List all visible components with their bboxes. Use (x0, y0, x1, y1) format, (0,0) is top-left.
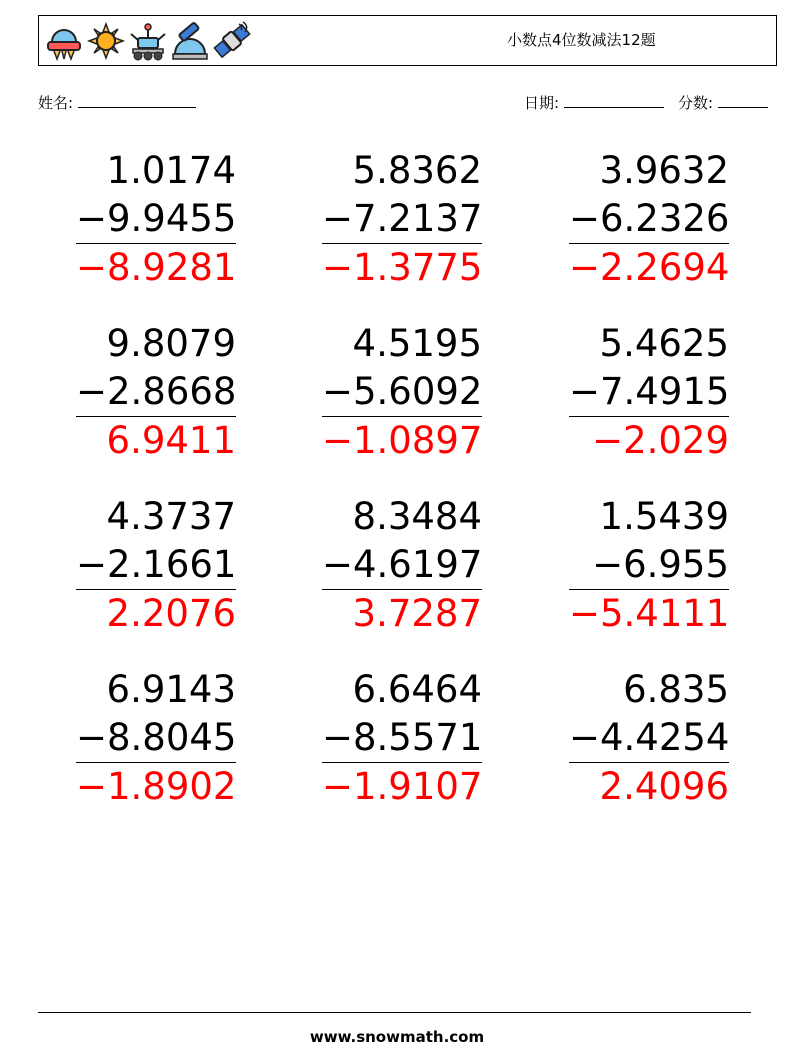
subtrahend: −4.4254 (569, 714, 729, 763)
answer: −5.4111 (569, 592, 730, 635)
score-field[interactable] (678, 92, 768, 113)
answer: −1.3775 (322, 246, 483, 289)
sun-icon (87, 20, 125, 62)
answer: −1.9107 (322, 765, 483, 808)
minuend: 4.3737 (106, 495, 236, 538)
problem-2 (322, 147, 482, 292)
subtrahend: −2.8668 (76, 368, 236, 417)
minuend: 3.9632 (599, 149, 729, 192)
problem-3 (569, 147, 729, 292)
score-blank[interactable] (718, 95, 768, 108)
minuend: 6.835 (623, 668, 729, 711)
telescope-icon (171, 20, 209, 62)
ufo-icon (45, 20, 83, 62)
answer: −2.029 (592, 419, 729, 462)
name-field[interactable] (38, 92, 196, 113)
minuend: 6.9143 (106, 668, 236, 711)
minuend: 5.4625 (599, 322, 729, 365)
problem-10 (76, 666, 236, 811)
answer: −1.8902 (76, 765, 237, 808)
answer: −1.0897 (322, 419, 483, 462)
header-icons (45, 20, 251, 64)
subtrahend: −5.6092 (322, 368, 482, 417)
minuend: 9.8079 (106, 322, 236, 365)
problem-1 (76, 147, 236, 292)
minuend: 4.5195 (352, 322, 482, 365)
name-label: 姓名: (38, 94, 74, 112)
problem-6 (569, 320, 729, 465)
subtrahend: −7.2137 (322, 195, 482, 244)
answer: 2.2076 (106, 592, 236, 635)
score-label: 分数: (678, 94, 714, 112)
minuend: 1.0174 (106, 149, 236, 192)
subtrahend: −4.6197 (322, 541, 482, 590)
rover-icon (129, 20, 167, 62)
satellite-icon (213, 20, 251, 62)
subtrahend: −6.2326 (569, 195, 729, 244)
minuend: 1.5439 (599, 495, 729, 538)
subtrahend: −7.4915 (569, 368, 729, 417)
subtrahend: −9.9455 (76, 195, 236, 244)
answer: 3.7287 (352, 592, 482, 635)
answer: 2.4096 (599, 765, 729, 808)
footer-site: www.snowmath.com (309, 1028, 485, 1046)
problem-8 (322, 493, 482, 638)
minuend: 8.3484 (352, 495, 482, 538)
name-blank[interactable] (78, 95, 196, 108)
worksheet-title: 小数点4位数减法12题 (507, 31, 656, 49)
problem-4 (76, 320, 236, 465)
problem-9 (569, 493, 729, 638)
minuend: 6.6464 (352, 668, 482, 711)
problem-11 (322, 666, 482, 811)
answer: 6.9411 (106, 419, 236, 462)
answer: −2.2694 (569, 246, 730, 289)
problem-5 (322, 320, 482, 465)
date-blank[interactable] (564, 95, 664, 108)
worksheet-header (38, 15, 777, 66)
subtrahend: −6.955 (569, 541, 729, 590)
answer: −8.9281 (76, 246, 237, 289)
date-field[interactable] (524, 92, 664, 113)
footer-divider (38, 1012, 751, 1013)
subtrahend: −8.8045 (76, 714, 236, 763)
problem-12 (569, 666, 729, 811)
date-label: 日期: (524, 94, 560, 112)
subtrahend: −8.5571 (322, 714, 482, 763)
problem-7 (76, 493, 236, 638)
subtrahend: −2.1661 (76, 541, 236, 590)
minuend: 5.8362 (352, 149, 482, 192)
